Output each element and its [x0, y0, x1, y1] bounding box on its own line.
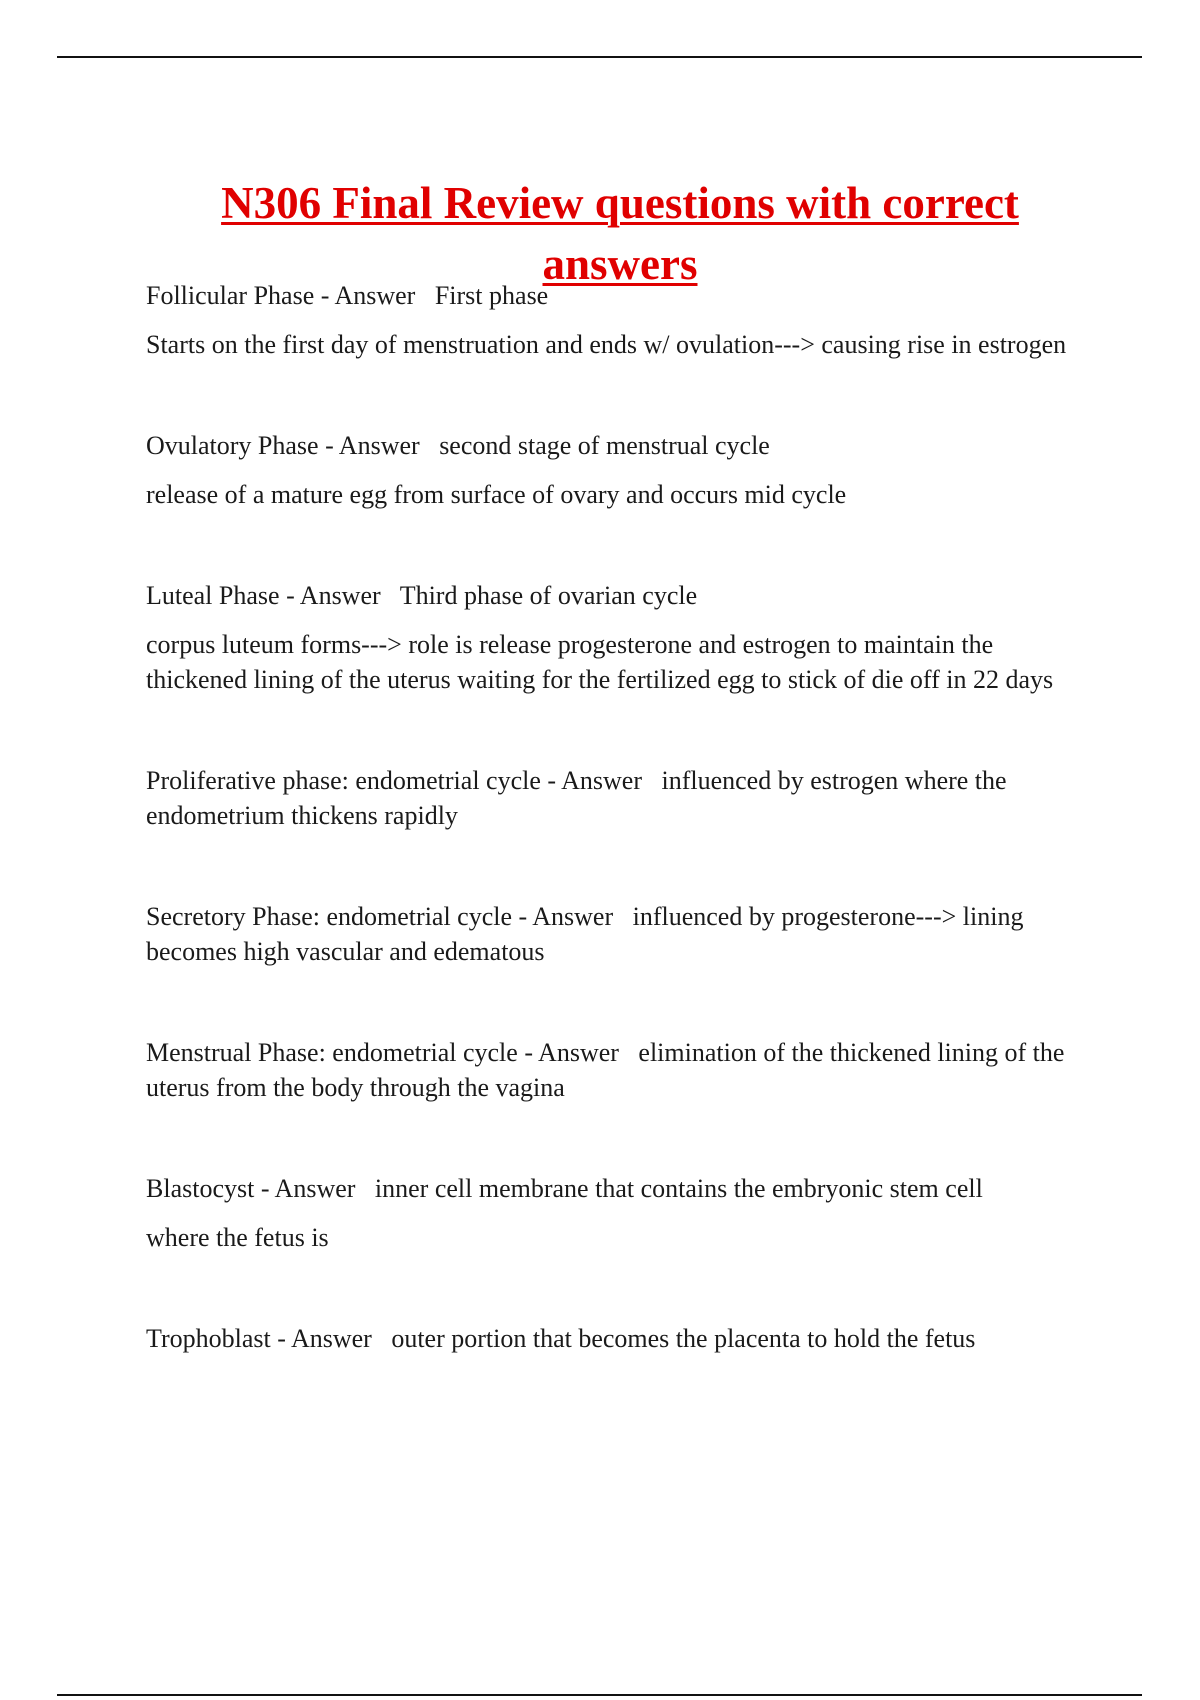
qa-question-line — [146, 278, 1086, 313]
qa-question: Menstrual Phase: endometrial cycle - Answer — [146, 1038, 619, 1067]
qa-entry — [146, 578, 1086, 697]
qa-question-line — [146, 1171, 1086, 1206]
qa-question-line — [146, 428, 1086, 463]
qa-entry — [146, 1035, 1086, 1105]
qa-question: Follicular Phase - Answer — [146, 281, 416, 310]
top-divider — [57, 56, 1142, 58]
qa-question-line — [146, 1035, 1086, 1105]
qa-answer: First phase — [434, 281, 549, 310]
qa-question-line — [146, 899, 1086, 969]
qa-answer: second stage of menstrual cycle — [439, 431, 770, 460]
qa-question-line — [146, 1321, 1086, 1356]
qa-question: Trophoblast - Answer — [146, 1324, 372, 1353]
bottom-divider — [57, 1694, 1142, 1696]
qa-entry — [146, 1321, 1086, 1356]
qa-answer: influenced by estrogen where the endometrium thickens rapidly — [146, 766, 1007, 830]
qa-list — [146, 278, 1086, 1370]
qa-entry — [146, 428, 1086, 512]
qa-entry — [146, 899, 1086, 969]
qa-question: Luteal Phase - Answer — [146, 581, 381, 610]
qa-detail: release of a mature egg from surface of ovary and occurs mid cycle — [146, 480, 847, 509]
qa-question: Blastocyst - Answer — [146, 1174, 356, 1203]
qa-answer: elimination of the thickened lining of the uterus from the body through the vagina — [146, 1038, 1065, 1102]
qa-question: Ovulatory Phase - Answer — [146, 431, 420, 460]
qa-question: Proliferative phase: endometrial cycle - Answer — [146, 766, 642, 795]
qa-detail: Starts on the first day of menstruation and ends w/ ovulation---> causing rise in estrogen — [146, 330, 1067, 359]
qa-question-line — [146, 578, 1086, 613]
qa-detail: where the fetus is — [146, 1223, 329, 1252]
qa-entry — [146, 1171, 1086, 1255]
qa-answer: influenced by progesterone---> lining becomes high vascular and edematous — [146, 902, 1024, 966]
qa-answer: inner cell membrane that contains the embryonic stem cell — [374, 1174, 983, 1203]
qa-entry — [146, 278, 1086, 362]
qa-detail: corpus luteum forms---> role is release progesterone and estrogen to maintain the thickened lining of the uterus waiting for the fertilized egg to stick of die off in 22 days — [146, 630, 1054, 694]
qa-question-line — [146, 763, 1086, 833]
document-title: N306 Final Review questions with correct answers — [221, 178, 1019, 290]
qa-answer: Third phase of ovarian cycle — [399, 581, 698, 610]
qa-entry — [146, 763, 1086, 833]
qa-question: Secretory Phase: endometrial cycle - Answer — [146, 902, 614, 931]
qa-answer: outer portion that becomes the placenta to hold the fetus — [391, 1324, 976, 1353]
